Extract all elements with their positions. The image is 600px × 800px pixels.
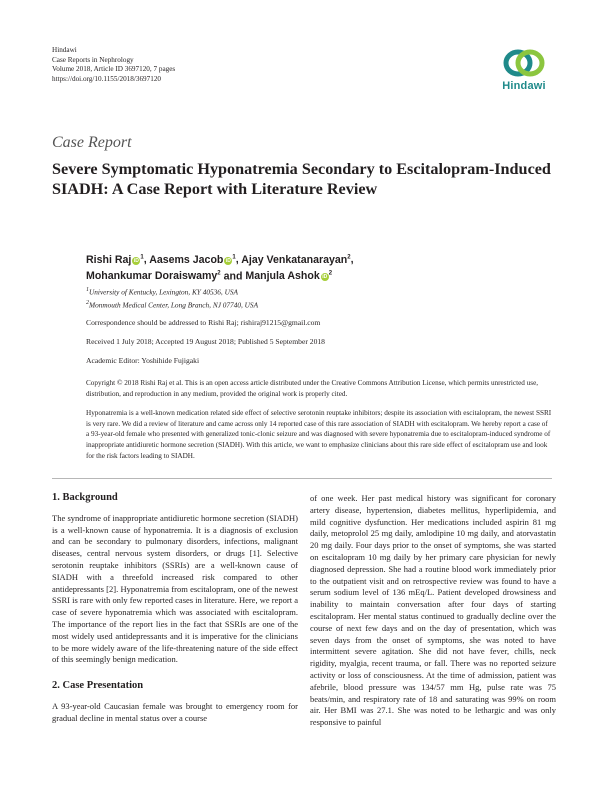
hindawi-logo [494,46,554,92]
hindawi-rings-icon [502,46,546,82]
background-paragraph: The syndrome of inappropriate antidiuretic hormone secretion (SIADH) is a well-known cause of hyponatremia. It is a diagnosis of exclusion and can be secondary to pulmonary disorders, infections, malignant diseases, central nervous system disorders, or drugs [1]. Selective serotonin reuptake inhibitors (SSRIs) are a well-known cause of SIADH with a threefold increased risk compared to other antidepressants [2]. Hyponatremia from escitalopram, one of the newest SSRI is rare with only few reported cases in literature. Here, we report a case of severe hyponatremia which was associated with escitalopram. The importance of the report lies in the fact that SSRIs are one of the most widely used antidepressants and it is imperative for the clinicians to be more widely aware of the life-threatening nature of the side effect of this seemingly benign medication. [52,512,298,665]
orcid-icon[interactable]: iD [225,257,231,264]
orcid-icon[interactable]: iD [322,274,328,281]
author-name: Mohankumar Doraiswamy$^2$ [86,270,221,283]
section-heading-case: 2. Case Presentation [52,680,144,692]
journal-name: Case Reports in Nephrology [52,55,134,64]
author-name: Manjula Ashok $iD^2$ [245,270,333,283]
orcid-icon[interactable]: iD [133,257,139,264]
article-type: Case Report [52,134,132,151]
case-paragraph-continued: of one week. Her past medical history was significant for coronary artery disease, hypertension, diabetes mellitus, hyperlipidemia, and mild cognitive dysfunction. Her medications included aspirin 81 mg daily, metoprolol 25 mg daily, amlodipine 10 mg daily, and atorvastatin 20 mg daily. Four days prior to the onset of symptoms, she was started on escitalopram 10 mg daily by her primary care physician for newly diagnosed depression. She had a routine blood work immediately prior to the outpatient visit and on retrospective review was found to have a serum sodium level of 136 mEq/L. Patient developed drowsiness and inability to maintain conversation after four days of starting escitalopram. Her mental status continued to gradually decline over the course of next few days and on the day of presentation, which was seven days from the onset of symptoms, she was noted to have intermittent severe agitation. She did not have fever, chills, neck rigidity, myalgia, recent trauma, or fall. There was no reported seizure activity or loss of consciousness. At the time of admission, patient was afebrile, blood pressure was 134/57 mm Hg, pulse rate was 75 beats/min, and respiratory rate of 18 and saturating was 99% on room air. Her BMI was 27.1. She was noted to be lethargic and was only responsive to painful [310,493,556,728]
affiliation-1: $^1$University of Kentucky, Lexington, KY 40536, USA [86,287,238,297]
doi-link[interactable]: https://doi.org/10.1155/2018/3697120 [52,74,162,83]
paper-title: Severe Symptomatic Hyponatremia Secondary to Escitalopram-Induced SIADH: A Case Report with Literature Review [52,160,551,198]
author-list: Rishi Raj $iD^1$, Aasems Jacob $iD^1$, Ajay Venkatanarayan$^2$, Mohankumar Doraiswamy$^2$ and Manjula Ashok $iD^2$ [86,253,354,283]
copyright-notice: Copyright © 2018 Rishi Raj et al. This is an open access article distributed under the Creative Commons Attribution License, which permits unrestricted use, distribution, and reproduction in any medium, provided the original work is properly cited. [86,379,539,398]
publisher-name: Hindawi [52,46,77,54]
logo-text: Hindawi [502,80,546,92]
volume-line: Volume 2018, Article ID 3697120, 7 pages [52,65,176,74]
author-name: Rishi Raj $iD^1$ [86,253,144,266]
correspondence: Correspondence should be addressed to Rishi Raj; rishiraj91215@gmail.com [86,318,321,327]
divider [52,478,552,479]
case-paragraph-start: A 93-year-old Caucasian female was brought to emergency room for gradual decline in mental status over a course [52,700,298,723]
journal-info [52,46,175,84]
dates: Received 1 July 2018; Accepted 19 August 2018; Published 5 September 2018 [86,337,325,346]
abstract: Hyponatremia is a well-known medication related side effect of selective serotonin reuptake inhibitors; despite its association with escitalopram, the newest SSRI is very rare. We did a review of literature and came across only 14 reported case of this rare association of SIADH with escitalopram. We hereby report a case of a 93-year-old female who presented with generalized tonic-clonic seizure and was diagnosed with severe hyponatremia due to escitalopram-induced syndrome of inappropriate antidiuretic hormone secretion (SIADH). With this article, we want to emphasize clinicians about this rare side effect of escitalopram use and look for the risk factors leading to SIADH. [86,409,552,460]
left-column [52,492,298,725]
author-name: Aasems Jacob $iD^1$ [149,253,236,266]
right-column [310,493,556,729]
affiliation-2: $^2$Monmouth Medical Center, Long Branch, NJ 07740, USA [86,299,259,310]
affiliations [86,285,258,310]
academic-editor: Academic Editor: Yoshihide Fujigaki [86,356,200,365]
section-heading-background: 1. Background [52,492,118,503]
author-name: Ajay Venkatanarayan$^2$ [241,253,351,266]
